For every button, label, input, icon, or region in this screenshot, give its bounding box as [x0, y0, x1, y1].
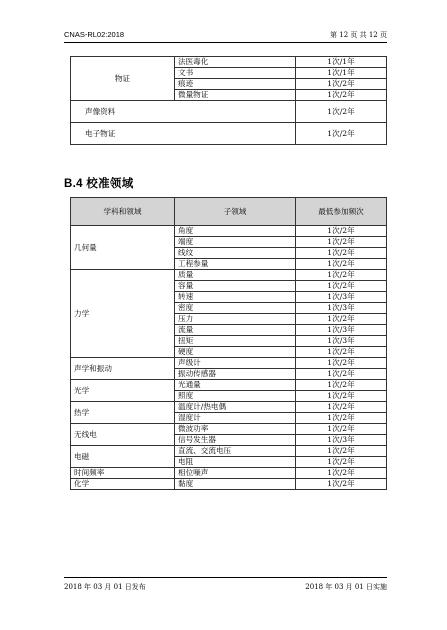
frequency-cell: 1次/2年: [296, 79, 387, 90]
subfield-cell: 角度: [175, 226, 296, 237]
frequency-cell: 1次/2年: [296, 101, 387, 123]
discipline-cell: 几何量: [71, 226, 175, 270]
frequency-cell: 1次/2年: [296, 479, 387, 490]
column-header-frequency: 最低参加频次: [296, 198, 387, 226]
page-header: [64, 28, 387, 42]
page-number: 第 12 页 共 12 页: [330, 31, 387, 39]
frequency-cell: 1次/2年: [296, 457, 387, 468]
discipline-cell: 化学: [71, 479, 175, 490]
column-header-discipline: 学科和领域: [71, 198, 175, 226]
subfield-cell: 黏度: [175, 479, 296, 490]
frequency-cell: 1次/2年: [296, 90, 387, 101]
frequency-cell: 1次/2年: [296, 391, 387, 402]
item-cell: 痕迹: [175, 79, 296, 90]
table-row: [71, 270, 387, 281]
footer-rule: [64, 577, 387, 578]
frequency-cell: 1次/2年: [296, 226, 387, 237]
frequency-cell: 1次/1年: [296, 68, 387, 79]
frequency-cell: 1次/2年: [296, 281, 387, 292]
frequency-cell: 1次/2年: [296, 270, 387, 281]
table-row: [71, 57, 387, 68]
section-title: B.4 校准领域: [64, 178, 134, 190]
frequency-cell: 1次/1年: [296, 57, 387, 68]
frequency-cell: 1次/2年: [296, 413, 387, 424]
subfield-cell: 声级计: [175, 358, 296, 369]
subfield-cell: 信号发生器: [175, 435, 296, 446]
frequency-cell: 1次/2年: [296, 424, 387, 435]
subfield-cell: 光通量: [175, 380, 296, 391]
column-header-subfield: 子领域: [175, 198, 296, 226]
table-row: [71, 424, 387, 435]
discipline-cell: 无线电: [71, 424, 175, 446]
frequency-cell: 1次/2年: [296, 380, 387, 391]
discipline-cell: 热学: [71, 402, 175, 424]
forensic-frequency-table: [70, 56, 387, 145]
table-header-row: [71, 198, 387, 226]
calibration-frequency-table: [70, 197, 387, 490]
subfield-cell: 转速: [175, 292, 296, 303]
subfield-cell: 温度计/热电偶: [175, 402, 296, 413]
item-cell: 法医毒化: [175, 57, 296, 68]
calibration-table-body: [71, 226, 387, 490]
frequency-cell: 1次/2年: [296, 259, 387, 270]
subfield-cell: 微波功率: [175, 424, 296, 435]
category-cell: 电子物证: [71, 123, 296, 145]
frequency-cell: 1次/2年: [296, 237, 387, 248]
subfield-cell: 电阻: [175, 457, 296, 468]
item-cell: 微量物证: [175, 90, 296, 101]
discipline-cell: 电磁: [71, 446, 175, 468]
subfield-cell: 密度: [175, 303, 296, 314]
frequency-cell: 1次/2年: [296, 468, 387, 479]
subfield-cell: 线纹: [175, 248, 296, 259]
implementation-date: 2018 年 03 月 01 日实施: [305, 583, 387, 591]
frequency-cell: 1次/2年: [296, 347, 387, 358]
frequency-cell: 1次/3年: [296, 435, 387, 446]
item-cell: 文书: [175, 68, 296, 79]
table-row: [71, 380, 387, 391]
frequency-cell: 1次/3年: [296, 325, 387, 336]
category-cell: 声像资料: [71, 101, 296, 123]
subfield-cell: 振动传感器: [175, 369, 296, 380]
document-code: CNAS-RL02:2018: [64, 30, 125, 39]
header-rule: [64, 42, 387, 43]
subfield-cell: 相位噪声: [175, 468, 296, 479]
table-row: [71, 358, 387, 369]
table-row: [71, 123, 387, 145]
table-row: [71, 402, 387, 413]
frequency-cell: 1次/2年: [296, 446, 387, 457]
frequency-cell: 1次/2年: [296, 358, 387, 369]
subfield-cell: 湿度计: [175, 413, 296, 424]
subfield-cell: 直流、交流电压: [175, 446, 296, 457]
subfield-cell: 工程参量: [175, 259, 296, 270]
subfield-cell: 容量: [175, 281, 296, 292]
frequency-cell: 1次/2年: [296, 369, 387, 380]
forensic-table-body: [71, 57, 387, 145]
frequency-cell: 1次/3年: [296, 292, 387, 303]
subfield-cell: 照度: [175, 391, 296, 402]
subfield-cell: 硬度: [175, 347, 296, 358]
subfield-cell: 压力: [175, 314, 296, 325]
category-cell: 物证: [71, 57, 175, 101]
discipline-cell: 力学: [71, 270, 175, 358]
discipline-cell: 时间频率: [71, 468, 175, 479]
frequency-cell: 1次/2年: [296, 402, 387, 413]
frequency-cell: 1次/3年: [296, 336, 387, 347]
frequency-cell: 1次/3年: [296, 303, 387, 314]
frequency-cell: 1次/2年: [296, 248, 387, 259]
subfield-cell: 扭矩: [175, 336, 296, 347]
table-row: [71, 468, 387, 479]
subfield-cell: 端度: [175, 237, 296, 248]
subfield-cell: 质量: [175, 270, 296, 281]
issue-date: 2018 年 03 月 01 日发布: [64, 583, 146, 591]
table-row: [71, 446, 387, 457]
frequency-cell: 1次/2年: [296, 314, 387, 325]
frequency-cell: 1次/2年: [296, 123, 387, 145]
table-row: [71, 101, 387, 123]
subfield-cell: 流量: [175, 325, 296, 336]
table-row: [71, 479, 387, 490]
discipline-cell: 声学和振动: [71, 358, 175, 380]
table-row: [71, 226, 387, 237]
discipline-cell: 光学: [71, 380, 175, 402]
